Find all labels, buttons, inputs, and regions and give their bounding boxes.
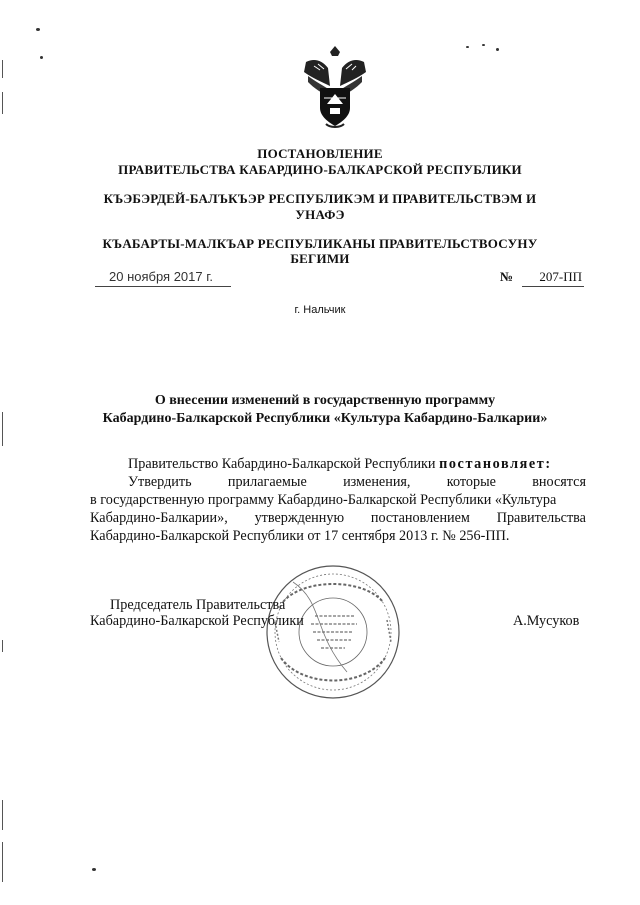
body-word: которые (446, 474, 496, 490)
balkar-title-line2: БЕГИМИ (290, 251, 350, 266)
body-word: изменения, (343, 474, 411, 490)
margin-mark (2, 842, 3, 882)
body-word: вносятся (532, 474, 586, 490)
government-name: ПРАВИТЕЛЬСТВА КАБАРДИНО-БАЛКАРСКОЙ РЕСПУБЛИКИ (118, 162, 522, 177)
margin-mark (2, 640, 3, 652)
scan-speck (40, 56, 43, 59)
body-paragraph (90, 455, 586, 545)
margin-mark (2, 92, 3, 114)
balkar-title-line1: КЪАБАРТЫ-МАЛКЪАР РЕСПУБЛИКАНЫ ПРАВИТЕЛЬСТВОСУНУ (102, 236, 538, 251)
body-word: Утвердить (128, 474, 192, 490)
city: г. Нальчик (294, 304, 346, 316)
scan-speck (36, 28, 40, 31)
margin-mark (2, 412, 3, 446)
scan-speck (482, 44, 485, 46)
body-line5: Кабардино-Балкарской Республики от 17 сентября 2013 г. № 256-ПП. (90, 528, 510, 544)
scan-speck (496, 48, 499, 51)
body-word: прилагаемые (227, 474, 307, 490)
body-word: Кабардино-Балкарии», (90, 510, 228, 526)
body-word: утвержденную (254, 510, 345, 526)
official-stamp-icon (263, 562, 403, 702)
body-line4 (90, 509, 586, 527)
body-word: Правительства (496, 510, 586, 526)
scan-speck (92, 868, 96, 871)
document-date: 20 ноября 2017 г. (95, 268, 231, 287)
body-line3: в государственную программу Кабардино-Балкарской Республики «Культура (90, 492, 557, 508)
kabardian-title-line1: КЪЭБЭРДЕЙ-БАЛЪКЪЭР РЕСПУБЛИКЭМ И ПРАВИТЕЛЬСТВЭМ И (103, 191, 537, 206)
document-number: 207-ПП (522, 268, 584, 287)
coat-of-arms-icon (300, 42, 370, 132)
body-line1-prefix: Правительство Кабардино-Балкарской Республики (128, 456, 440, 472)
margin-mark (2, 800, 3, 830)
kabardian-title-line2: УНАФЭ (295, 207, 345, 222)
body-word: постановлением (370, 510, 470, 526)
subject-line1: О внесении изменений в государственную программу (154, 393, 496, 408)
subject-line2: Кабардино-Балкарской Республики «Культура Кабардино-Балкарии» (102, 411, 548, 426)
scan-speck (466, 46, 469, 48)
signatory-name: А.Мусуков (513, 613, 580, 629)
decree-word: постановляет: (439, 456, 552, 472)
document-title: ПОСТАНОВЛЕНИЕ (257, 146, 383, 161)
body-line1 (90, 455, 586, 473)
number-label: № (500, 269, 514, 284)
signatory-position-line2: Кабардино-Балкарской Республики (90, 613, 304, 629)
body-line2 (90, 473, 586, 491)
margin-mark (2, 60, 3, 78)
signatory-position-line1: Председатель Правительства (110, 597, 286, 613)
